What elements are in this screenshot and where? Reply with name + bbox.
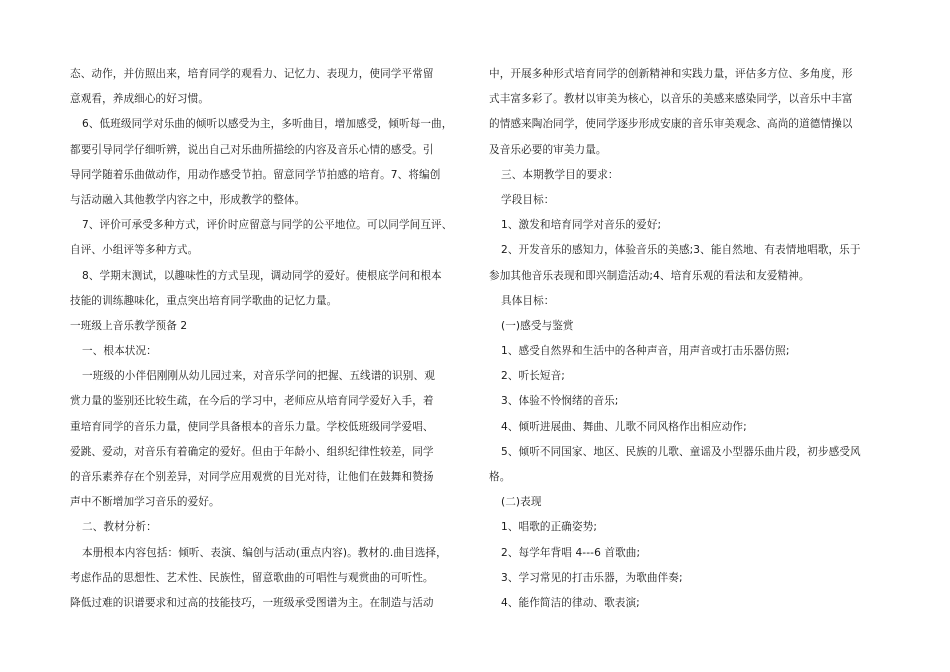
text-line: 重培育同学的音乐力量，使同学具备根本的音乐力量。学校低班级同学爱唱、	[70, 420, 434, 433]
text-line: (二)表现	[501, 496, 542, 509]
text-line: 3、学习常见的打击乐器，为歌曲伴奏;	[501, 571, 683, 584]
text-line: 4、能作简洁的律动、歌表演;	[501, 596, 640, 609]
text-line: 2、开发音乐的感知力，体验音乐的美感;3、能自然地、有表情地唱歌，乐于	[501, 244, 861, 257]
left-text-column	[70, 62, 462, 616]
text-line: 与活动融入其他教学内容之中，形成教学的整体。	[70, 193, 306, 206]
text-line: 中，开展多种形式培育同学的创新精神和实践力量，评估多方位、多角度，形	[489, 68, 853, 80]
right-text-column	[489, 62, 881, 616]
text-line: 导同学随着乐曲做动作，用动作感受节拍。留意同学节拍感的培育。7、将编创	[70, 168, 441, 181]
text-line: 7、评价可承受多种方式，评价时应留意与同学的公平地位。可以同学间互评、	[82, 219, 453, 232]
text-line: 具体目标：	[501, 294, 555, 307]
text-line: 参加其他音乐表现和即兴制造活动;4、培育乐观的看法和友爱精神。	[489, 269, 810, 282]
text-line: 降低过难的识谱要求和过高的技能技巧，一班级承受图谱为主。在制造与活动	[70, 596, 434, 609]
text-line: 的音乐素养存在个别差异，对同学应用观赏的目光对待，让他们在鼓舞和赞扬	[70, 471, 434, 483]
text-line: 三、本期教学目的要求：	[501, 168, 619, 181]
text-line: 8、学期末测试，以趣味性的方式呈现，调动同学的爱好。使根底学问和根本	[82, 269, 442, 282]
text-line: 4、倾听进展曲、舞曲、儿歌不同风格作出相应动作;	[501, 420, 747, 433]
text-line: 1、唱歌的正确姿势;	[501, 521, 598, 534]
text-line: 式丰富多彩了。教材以审美为核心，以音乐的美感来感染同学，以音乐中丰富	[489, 93, 853, 106]
text-line: 2、每学年背唱 4---6 首歌曲;	[501, 546, 641, 559]
text-line: 2、听长短音;	[501, 370, 565, 383]
text-line: 赏力量的鉴别还比较生疏，在今后的学习中，老师应从培育同学爱好入手，着	[70, 395, 434, 408]
text-line: 一、根本状况：	[82, 345, 157, 358]
text-line: 6、低班级同学对乐曲的倾听以感受为主，多听曲目，增加感受，倾听每一曲，	[82, 118, 453, 131]
text-line: 意观看，养成细心的好习惯。	[70, 93, 210, 106]
text-line: 自评、小组评等多种方式。	[70, 244, 199, 257]
text-line: 学段目标：	[501, 193, 555, 206]
text-line: 二、教材分析：	[82, 521, 157, 534]
text-line: 3、体验不怜悯绪的音乐;	[501, 395, 619, 408]
text-line: 5、倾听不同国家、地区、民族的儿歌、童谣及小型器乐曲片段，初步感受风	[501, 445, 861, 458]
text-line: 声中不断增加学习音乐的爱好。	[70, 496, 220, 509]
text-line: 及音乐必要的审美力量。	[489, 143, 607, 156]
text-line: 本册根本内容包括：倾听、表演、编创与活动(重点内容)。教材的.曲目选择，	[82, 546, 447, 559]
text-line: 技能的训练趣味化，重点突出培育同学歌曲的记忆力量。	[70, 294, 338, 307]
text-line: 1、感受自然界和生活中的各种声音，用声音或打击乐器仿照;	[501, 345, 790, 358]
text-line: 一班级的小伴侣刚刚从幼儿园过来，对音乐学问的把握、五线谱的识别、观	[82, 370, 435, 383]
text-line: 爱跳、爱动，对音乐有着确定的爱好。但由于年龄小、组织纪律性较差，同学	[70, 445, 434, 458]
text-line: 都要引导同学仔细听辨，说出自己对乐曲所描绘的内容及音乐心情的感受。引	[70, 143, 434, 156]
text-line: 一班级上音乐教学预备 2	[70, 319, 188, 332]
text-line: 1、激发和培育同学对音乐的爱好;	[501, 219, 662, 232]
text-line: 态、动作，并仿照出来，培育同学的观看力、记忆力、表现力，使同学平常留	[70, 68, 434, 80]
text-line: 的情感来陶冶同学，使同学逐步形成安康的音乐审美观念、高尚的道德情操以	[489, 118, 853, 131]
text-line: 格。	[489, 471, 511, 483]
text-line: (一)感受与鉴赏	[501, 319, 574, 332]
text-line: 考虑作品的思想性、艺术性、民族性，留意歌曲的可唱性与观赏曲的可听性。	[70, 571, 434, 584]
